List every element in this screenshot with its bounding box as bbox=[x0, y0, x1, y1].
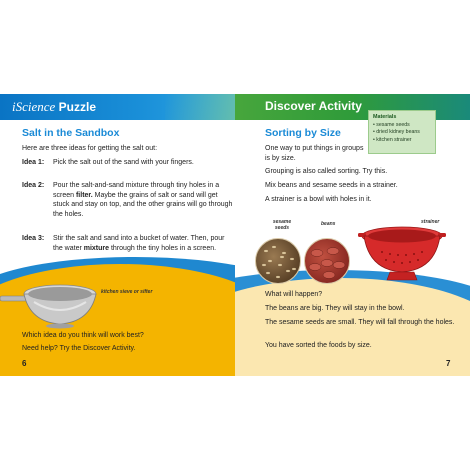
idea-2-bold-term: filter. bbox=[75, 191, 93, 199]
discover-header-title: Discover Activity bbox=[265, 99, 362, 113]
paragraph-2: Grouping is also called sorting. Try this. bbox=[265, 168, 388, 175]
section-title-sorting: Sorting by Size bbox=[265, 127, 341, 139]
idea-2-text bbox=[53, 181, 235, 219]
puzzle-header-title bbox=[12, 99, 96, 115]
result-3: The sesame seeds are small. They will fall through the holes. bbox=[265, 319, 455, 326]
idea-1-text: Pick the salt out of the sand with your fingers. bbox=[53, 159, 194, 166]
paragraph-1: One way to put things in groups is by size. bbox=[265, 145, 364, 162]
materials-item-beans: dried kidney beans bbox=[376, 129, 420, 136]
page-number-right: 7 bbox=[446, 359, 451, 368]
section-title-salt: Salt in the Sandbox bbox=[22, 127, 120, 139]
materials-item-sesame: sesame seeds bbox=[376, 122, 410, 128]
idea-3-text-a: Stir the salt and sand into a bucket of water. Then, pour the water bbox=[53, 235, 225, 252]
idea-3-bold-term: mixture bbox=[83, 244, 110, 252]
paragraph-3: Mix beans and sesame seeds in a strainer. bbox=[265, 182, 398, 189]
header-label: Puzzle bbox=[58, 100, 96, 114]
result-4: You have sorted the foods by size. bbox=[265, 342, 372, 349]
idea-2-label: Idea 2: bbox=[22, 182, 45, 189]
brand-name: iScience bbox=[12, 99, 56, 114]
idea-3-label: Idea 3: bbox=[22, 235, 45, 242]
sesame-caption: sesame seeds bbox=[272, 219, 292, 231]
idea-1 bbox=[22, 158, 235, 178]
result-2: The beans are big. They will stay in the bowl. bbox=[265, 305, 405, 312]
idea-2-text-a: Pour the salt-and-sand mixture through tiny holes in a screen bbox=[53, 182, 220, 199]
left-page bbox=[0, 94, 235, 376]
kidney-beans-photo bbox=[304, 238, 350, 284]
materials-item: • kitchen strainer bbox=[373, 136, 412, 143]
kitchen-sieve-image bbox=[0, 274, 110, 329]
materials-box bbox=[368, 110, 436, 154]
paragraph-4: A strainer is a bowl with holes in it. bbox=[265, 196, 372, 203]
idea-2 bbox=[22, 181, 235, 231]
materials-title: Materials bbox=[373, 114, 397, 120]
sieve-caption: kitchen sieve or sifter bbox=[101, 289, 153, 295]
question-text: Which idea do you think will work best? bbox=[22, 332, 144, 339]
materials-item-strainer: kitchen strainer bbox=[376, 136, 412, 143]
red-strainer-image bbox=[357, 224, 447, 284]
idea-1-label: Idea 1: bbox=[22, 159, 45, 166]
sesame-seeds-photo bbox=[255, 238, 301, 284]
materials-item: • dried kidney beans bbox=[373, 129, 420, 136]
strainer-caption: strainer bbox=[421, 219, 440, 225]
beans-caption: beans bbox=[321, 221, 336, 227]
beans-texture bbox=[305, 239, 350, 284]
puzzle-header bbox=[0, 94, 235, 120]
result-1: What will happen? bbox=[265, 291, 323, 298]
help-text: Need help? Try the Discover Activity. bbox=[22, 345, 136, 352]
intro-text: Here are three ideas for getting the salt out: bbox=[22, 145, 158, 152]
sesame-texture bbox=[256, 239, 301, 284]
materials-item: • sesame seeds bbox=[373, 122, 410, 128]
idea-3-text-b: through the tiny holes in a screen. bbox=[109, 244, 217, 252]
idea-3-text bbox=[53, 234, 235, 253]
idea-2-text-b: Maybe the grains of salt or sand will get stuck and stay on top, and the other grains will go through the holes. bbox=[53, 191, 233, 218]
page-number-left: 6 bbox=[22, 359, 27, 368]
idea-3 bbox=[22, 234, 235, 264]
